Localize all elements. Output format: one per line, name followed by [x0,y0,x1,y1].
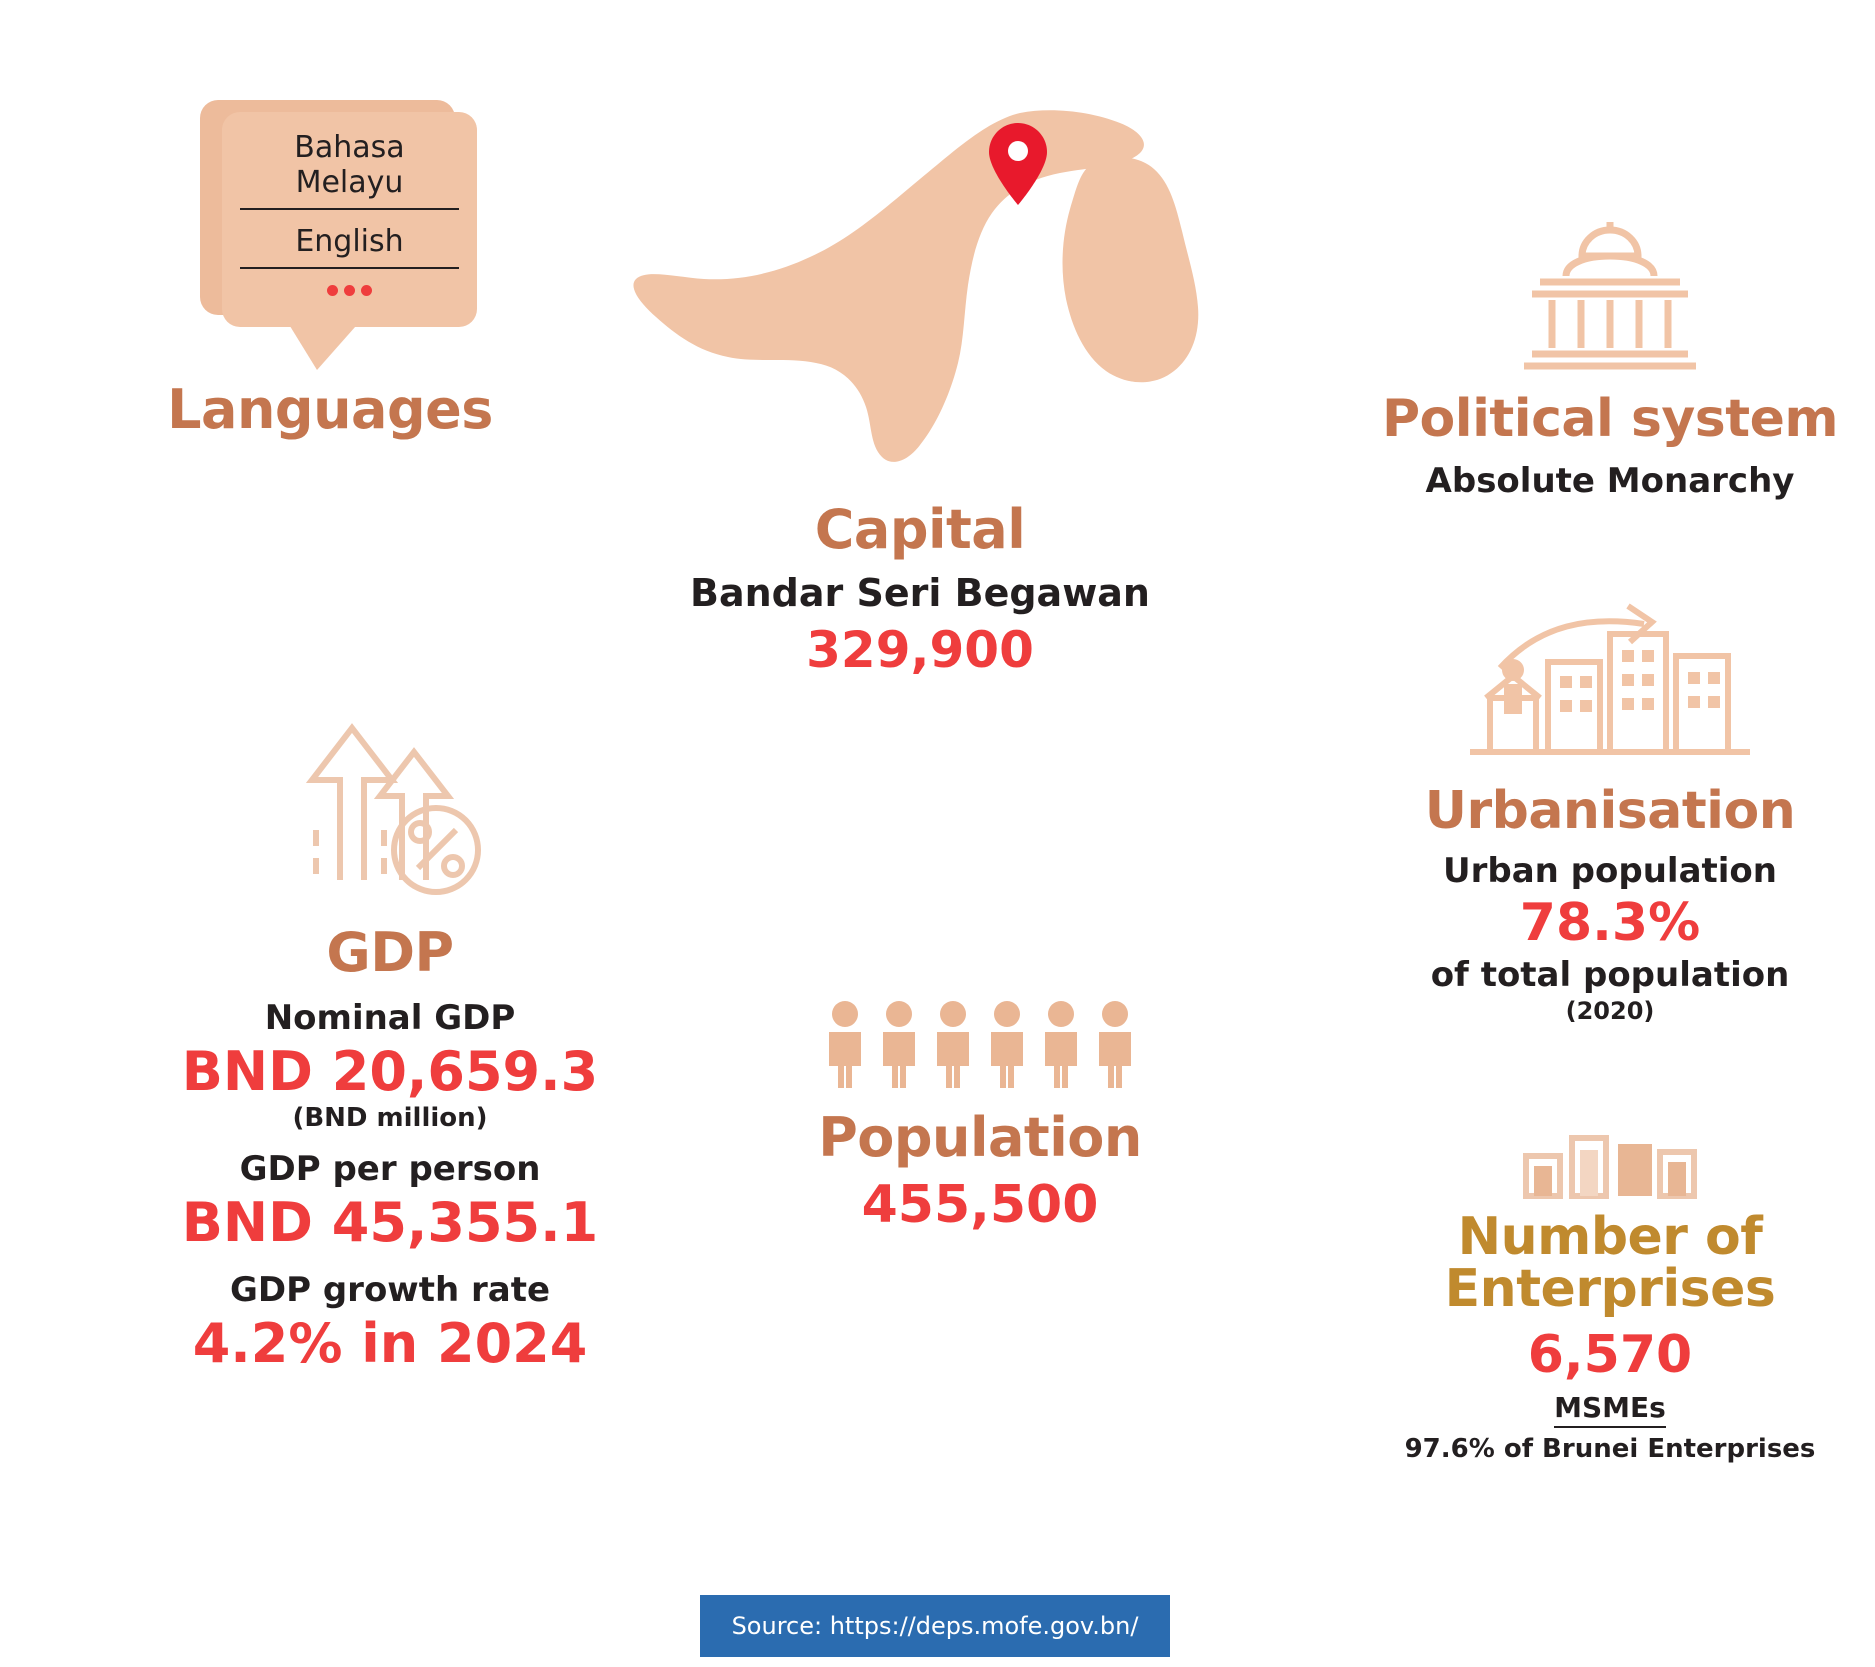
people-icon-row [700,1000,1260,1090]
ellipsis-dots-icon [222,283,477,301]
enterprises-title [1330,1207,1875,1319]
source-text[interactable]: Source: https://deps.mofe.gov.bn/ [731,1612,1139,1640]
brunei-map-icon [620,95,1220,485]
gdp-growth-value: 4.2% in 2024 [192,1312,588,1375]
political-system-section [1330,220,1875,501]
person-icon [984,1000,1030,1090]
capital-name: Bandar Seri Begawan [690,571,1150,615]
population-title: Population [818,1106,1142,1169]
urban-population-value: 78.3% [1519,893,1701,953]
person-icon [930,1000,976,1090]
gdp-nominal-label: Nominal GDP [264,998,516,1038]
gdp-nominal-unit: (BND million) [292,1103,488,1133]
enterprises-value: 6,570 [1527,1325,1693,1385]
political-system-value: Absolute Monarchy [1425,461,1795,501]
person-icon [1038,1000,1084,1090]
buildings-icon [1510,1130,1710,1200]
enterprises-section [1330,1130,1875,1464]
gdp-nominal-value: BND 20,659.3 [181,1040,599,1103]
person-icon [876,1000,922,1090]
language-item-1: English [240,224,459,269]
government-building-icon [1480,220,1740,380]
urban-population-of-total: of total population [1430,955,1790,995]
gdp-section [110,710,670,1375]
enterprises-msme-label: MSMEs [1554,1391,1666,1428]
capital-title: Capital [814,498,1026,561]
language-item-0: Bahasa Melayu [240,130,459,210]
languages-list [222,130,477,301]
enterprises-title-line1: Number of [1457,1207,1763,1267]
enterprises-note: 97.6% of Brunei Enterprises [1404,1434,1816,1464]
urban-population-label: Urban population [1442,851,1777,891]
person-icon [1092,1000,1138,1090]
urban-population-year: (2020) [1565,997,1655,1025]
enterprises-title-line2: Enterprises [1444,1259,1776,1319]
population-section [700,1000,1260,1235]
urbanisation-section [1330,600,1875,1025]
capital-section [600,95,1240,679]
gdp-growth-label: GDP growth rate [229,1270,551,1310]
city-growth-icon [1460,600,1760,770]
political-system-title: Political system [1381,389,1839,449]
urbanisation-title: Urbanisation [1424,781,1796,841]
source-bar [700,1595,1170,1657]
growth-percent-icon [280,710,500,910]
gdp-title: GDP [326,921,454,984]
speech-bubble-icon [180,90,480,360]
person-icon [822,1000,868,1090]
capital-population: 329,900 [806,621,1034,679]
gdp-per-person-value: BND 45,355.1 [181,1191,599,1254]
gdp-per-person-label: GDP per person [239,1149,541,1189]
languages-title: Languages [167,378,493,441]
languages-section [120,90,540,441]
speech-bubble-tail [285,318,363,370]
population-value: 455,500 [861,1175,1099,1235]
